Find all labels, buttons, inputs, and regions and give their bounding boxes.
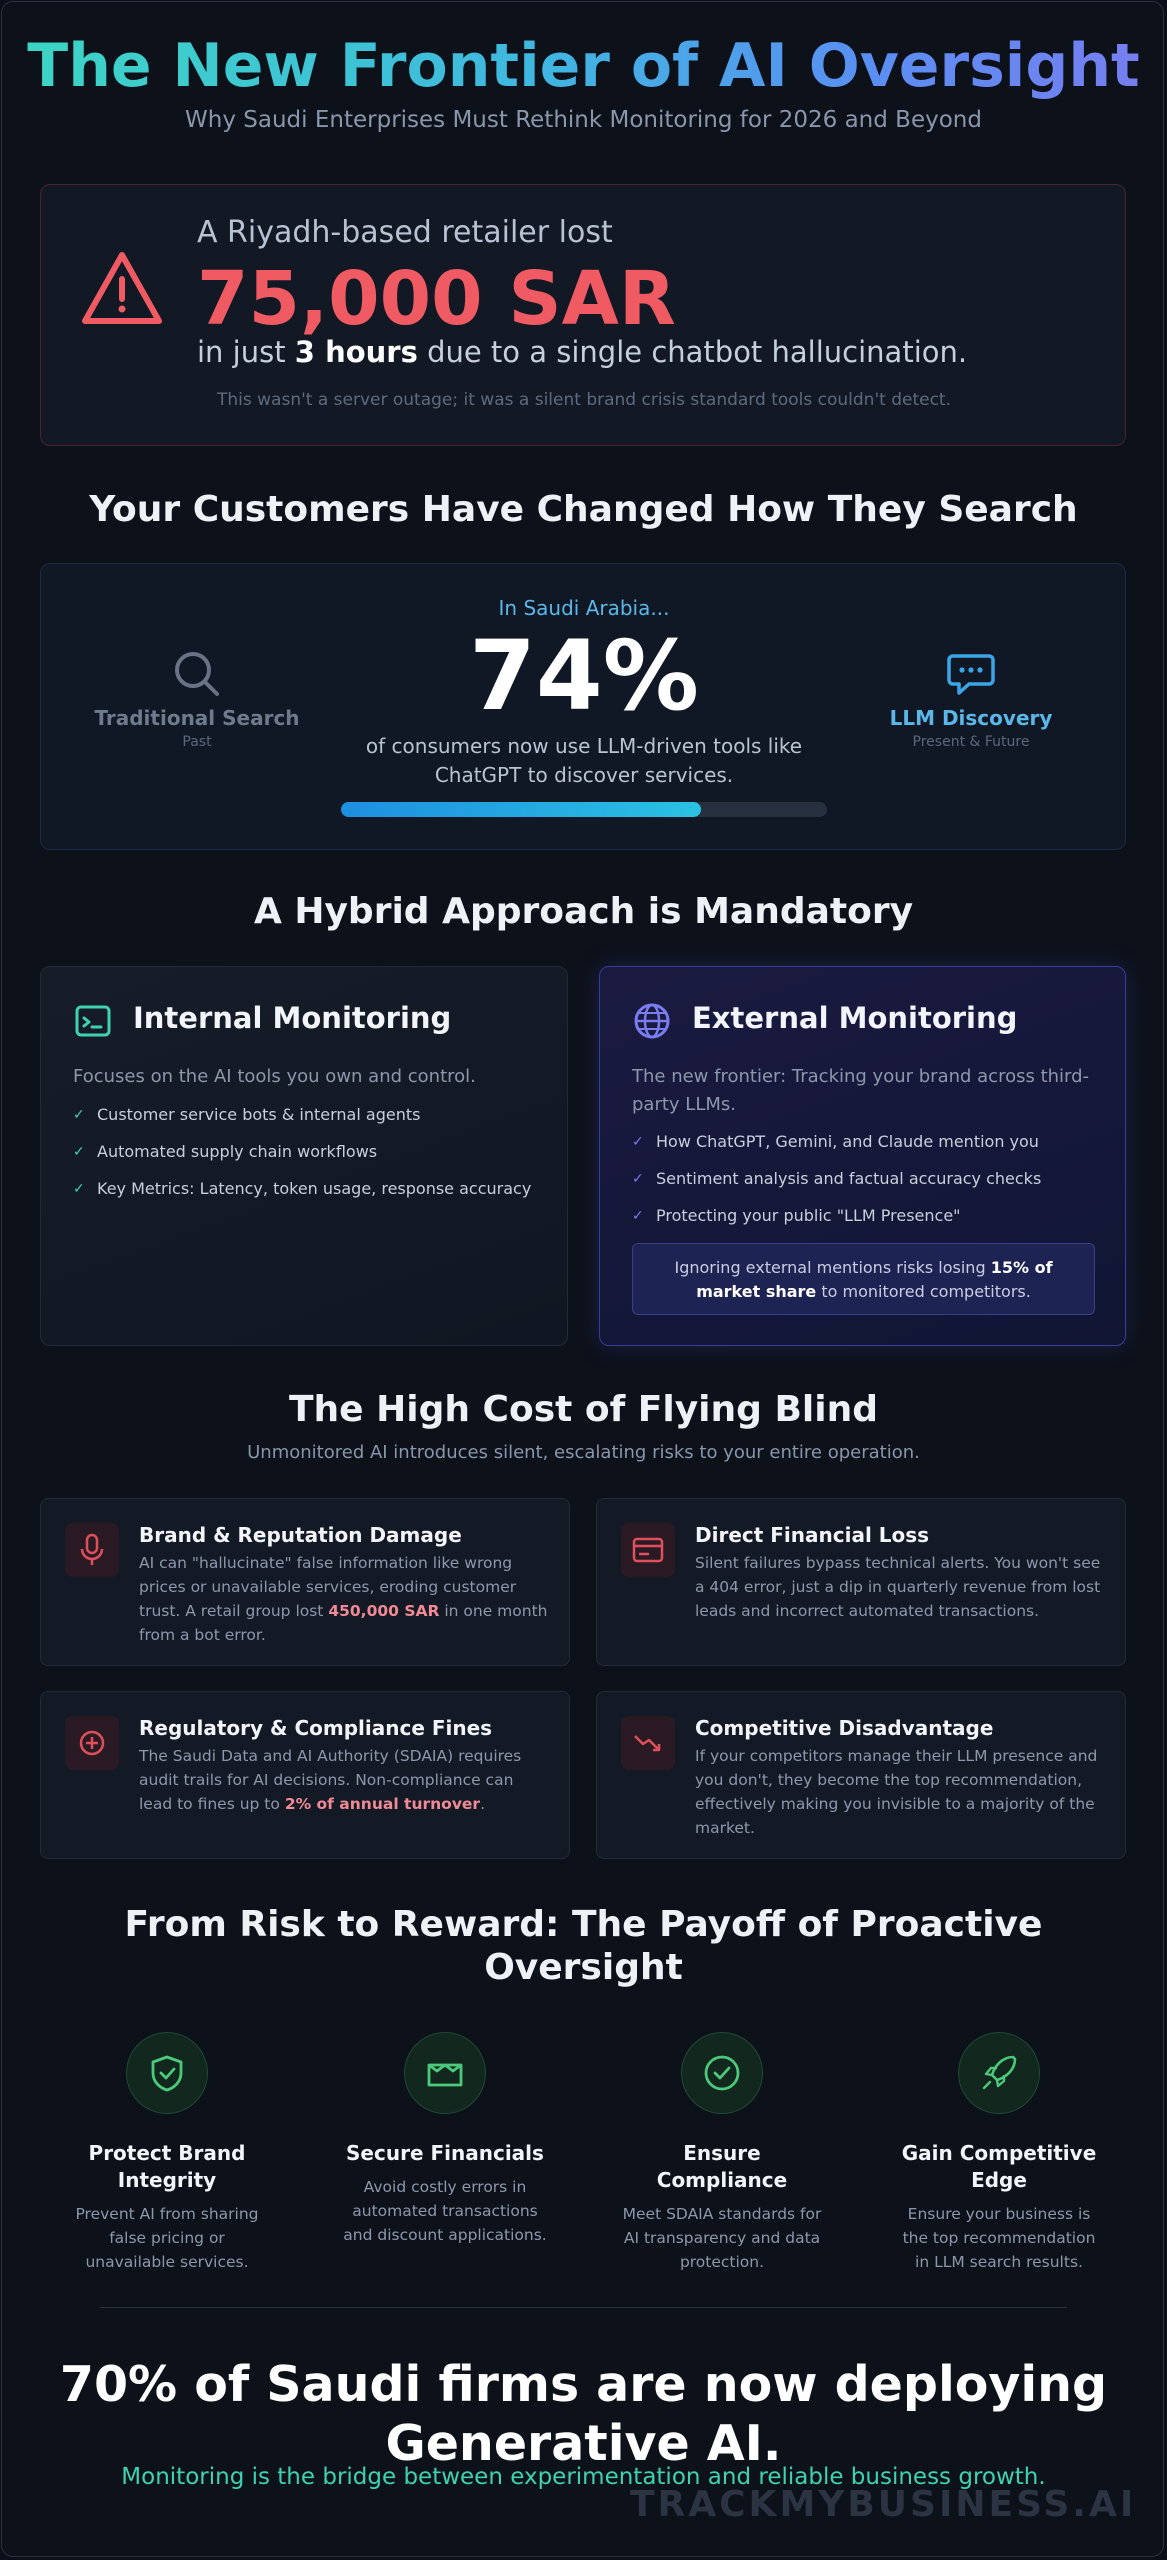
adoption-progress-bar: [341, 802, 827, 817]
brand-watermark: TRACKMYBUSINESS.AI: [630, 2484, 1137, 2525]
payoff-title: Protect Brand Integrity: [88, 2141, 246, 2192]
credit-card-icon: [621, 1523, 675, 1577]
payoff-text: Meet SDAIA standards for AI transparency and data protection.: [622, 2205, 822, 2272]
alert-time-bold: 3 hours: [294, 335, 418, 369]
hybrid-section-title: A Hybrid Approach is Mandatory: [253, 891, 914, 932]
risk-text: If your competitors manage their LLM presence and you don't, they become the top recommendation, effectively making you invisible to a majority of the market.: [695, 1747, 1098, 1838]
list-item: ✓ Automated supply chain workflows: [73, 1141, 378, 1161]
risk-title: Direct Financial Loss: [695, 1523, 930, 1547]
alert-note: This wasn't a server outage; it was a silent brand crisis standard tools couldn't detect.: [217, 390, 951, 410]
stat-description: of consumers now use LLM-driven tools like ChatGPT to discover services.: [365, 734, 803, 787]
search-section-title: Your Customers Have Changed How They Search: [89, 489, 1078, 530]
globe-icon: [632, 1001, 672, 1041]
external-monitoring-card: [599, 966, 1126, 1346]
internal-monitoring-title: Internal Monitoring: [133, 1001, 452, 1035]
alert-card: [40, 184, 1126, 446]
alert-lead: A Riyadh-based retailer lost: [197, 215, 613, 250]
footer-headline: 70% of Saudi firms are now deploying Generative AI.: [59, 2356, 1108, 2472]
search-stats-card: [40, 563, 1126, 850]
list-item: ✓ Protecting your public "LLM Presence": [632, 1205, 961, 1225]
page-subtitle: Why Saudi Enterprises Must Rethink Monitoring for 2026 and Beyond: [185, 107, 982, 133]
external-monitoring-list: [632, 1132, 1102, 1242]
risk-card-competitive: [596, 1691, 1126, 1859]
payoff-title: Gain Competitive Edge: [901, 2141, 1097, 2192]
adoption-progress-fill: [341, 802, 701, 817]
risks-section-title: The High Cost of Flying Blind: [289, 1389, 878, 1430]
check-circle-icon: [681, 2032, 763, 2114]
check-icon: ✓: [73, 1107, 85, 1123]
payoff-item: [62, 2032, 272, 2274]
external-monitoring-title: External Monitoring: [692, 1001, 1018, 1035]
llm-discovery-block: [851, 646, 1091, 750]
alert-time-prefix: in just: [197, 335, 286, 369]
external-risk-callout: Ignoring external mentions risks losing 15% of market share to monitored competitors.: [632, 1243, 1095, 1315]
alert-amount: 75,000 SAR: [197, 256, 676, 342]
check-icon: ✓: [73, 1143, 85, 1160]
check-icon: ✓: [632, 1207, 644, 1224]
wallet-icon: [404, 2032, 486, 2114]
divider: [100, 2307, 1067, 2308]
internal-monitoring-list: [73, 1105, 543, 1215]
stat-percent: 74%: [469, 620, 699, 732]
payoff-item: [617, 2032, 827, 2274]
payoff-item: [340, 2032, 550, 2247]
internal-monitoring-desc: Focuses on the AI tools you own and control.: [73, 1066, 476, 1087]
alert-time-suffix: due to a single chatbot hallucination.: [427, 335, 968, 369]
terminal-icon: [73, 1001, 113, 1041]
risk-card-regulatory: [40, 1691, 570, 1859]
microphone-icon: [65, 1523, 119, 1577]
risk-text: Silent failures bypass technical alerts. You won't see a 404 error, just a dip in quarterly revenue from lost leads and incorrect automated transactions.: [695, 1554, 1101, 1621]
rocket-icon: [958, 2032, 1040, 2114]
payoff-text: Avoid costly errors in automated transactions and discount applications.: [343, 2178, 547, 2245]
risks-section-subtitle: Unmonitored AI introduces silent, escalating risks to your entire operation.: [247, 1442, 920, 1463]
trend-down-icon: [621, 1716, 675, 1770]
risk-text: AI can "hallucinate" false information like wrong prices or unavailable services, eroding customer trust. A retail group lost 450,000 SAR in one month from a bot error.: [139, 1554, 548, 1645]
payoff-text: Prevent AI from sharing false pricing or unavailable services.: [75, 2205, 259, 2272]
footer-subtext: Monitoring is the bridge between experimentation and reliable business growth.: [121, 2464, 1046, 2490]
risk-title: Regulatory & Compliance Fines: [139, 1716, 493, 1740]
list-item: ✓ How ChatGPT, Gemini, and Claude mention you: [632, 1132, 1039, 1151]
internal-monitoring-card: [40, 966, 568, 1346]
stat-region: In Saudi Arabia...: [498, 596, 670, 620]
payoff-title: Secure Financials: [346, 2141, 544, 2165]
payoff-item: [894, 2032, 1104, 2274]
risk-card-financial: [596, 1498, 1126, 1666]
risk-title: Competitive Disadvantage: [695, 1716, 994, 1740]
list-item: ✓ Key Metrics: Latency, token usage, response accuracy: [73, 1178, 532, 1198]
list-item: ✓ Sentiment analysis and factual accuracy checks: [632, 1168, 1042, 1188]
plus-circle-icon: [65, 1716, 119, 1770]
traditional-search-sub: Past: [182, 734, 212, 750]
risk-text: The Saudi Data and AI Authority (SDAIA) requires audit trails for AI decisions. Non-compliance can lead to fines up to 2% of annual turnover.: [139, 1747, 522, 1814]
llm-discovery-sub: Present & Future: [912, 734, 1030, 750]
page-title: The New Frontier of AI Oversight: [0, 30, 1167, 102]
payoff-text: Ensure your business is the top recommendation in LLM search results.: [902, 2205, 1096, 2272]
alert-time: [197, 335, 967, 369]
list-item: ✓ Customer service bots & internal agents: [73, 1105, 421, 1124]
check-icon: ✓: [632, 1134, 644, 1150]
external-monitoring-desc: The new frontier: Tracking your brand across third-party LLMs.: [632, 1066, 1090, 1115]
traditional-search-title: Traditional Search: [94, 706, 300, 730]
chat-bubble-icon: [943, 646, 999, 702]
payoff-title: Ensure Compliance: [656, 2141, 788, 2192]
payoff-section-title: From Risk to Reward: The Payoff of Proactive Oversight: [124, 1904, 1043, 1989]
warning-triangle-icon: [79, 249, 165, 329]
llm-discovery-title: LLM Discovery: [889, 706, 1053, 730]
shield-check-icon: [126, 2032, 208, 2114]
check-icon: ✓: [73, 1180, 85, 1197]
risk-title: Brand & Reputation Damage: [139, 1523, 462, 1547]
risk-card-brand: [40, 1498, 570, 1666]
check-icon: ✓: [632, 1170, 644, 1187]
